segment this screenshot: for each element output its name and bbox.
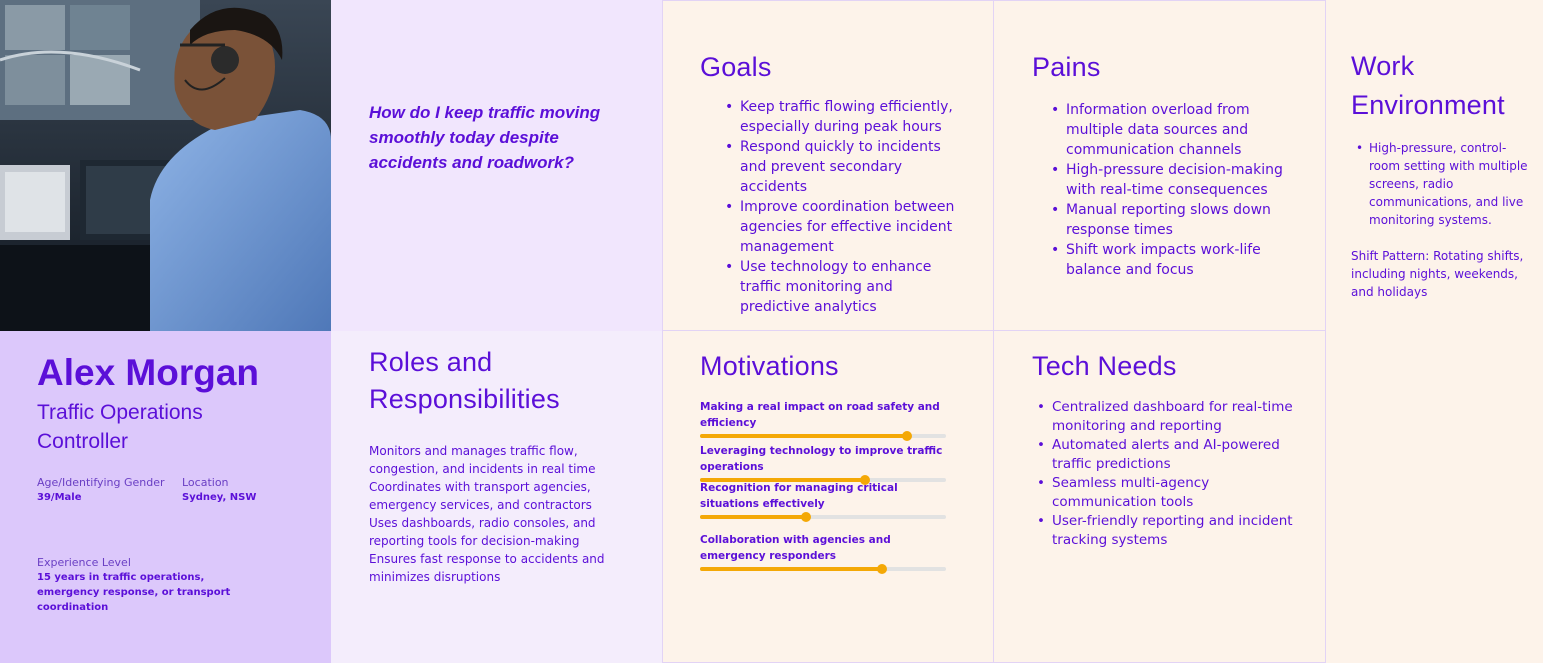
tech-need-item: • Centralized dashboard for real-time monitoring and reporting (1037, 398, 1307, 436)
work-environment-item: • High-pressure, control-room setting with multiple screens, radio communications, and live monitoring systems. (1356, 139, 1531, 229)
motivation-bar-knob (877, 564, 887, 574)
tech-needs-list (1037, 398, 1307, 550)
motivation-bar-fill (700, 515, 806, 519)
goals-list (725, 97, 965, 317)
motivation-label: Making a real impact on road safety and efficiency (700, 401, 940, 429)
pains-list (1051, 100, 1311, 280)
persona-photo (0, 0, 331, 331)
pain-item: • High-pressure decision-making with real-time consequences (1051, 160, 1311, 200)
roles-description (369, 442, 619, 586)
pains-panel (993, 0, 1326, 331)
goal-item: • Improve coordination between agencies for effective incident management (725, 197, 965, 257)
motivation-bar-fill (700, 434, 907, 438)
work-environment-panel (1326, 0, 1543, 663)
profile-panel (0, 331, 331, 663)
persona-name: Alex Morgan (37, 352, 260, 393)
persona-role: Traffic Operations Controller (37, 401, 203, 453)
tech-need-item: • Automated alerts and AI-powered traffic predictions (1037, 436, 1307, 474)
pains-title: Pains (1032, 52, 1101, 82)
roles-title: Roles and Responsibilities (369, 347, 560, 414)
location-label: Location (182, 476, 229, 489)
role-line: Coordinates with transport agencies, emergency services, and contractors (369, 480, 592, 512)
goal-item: • Keep traffic flowing efficiently, especially during peak hours (725, 97, 965, 137)
motivations-title: Motivations (700, 351, 839, 381)
motivation-item (700, 532, 950, 571)
motivation-bar-fill (700, 567, 882, 571)
work-environment-title: Work Environment (1351, 51, 1505, 120)
motivation-bar-track (700, 434, 946, 438)
roles-panel (331, 331, 662, 663)
age-gender-value: 39/Male (37, 492, 82, 503)
motivations-panel (662, 330, 994, 663)
motivation-bar-track (700, 515, 946, 519)
motivation-bar-knob (801, 512, 811, 522)
goals-title: Goals (700, 52, 772, 82)
motivation-label: Collaboration with agencies and emergency responders (700, 534, 891, 562)
pain-item: • Information overload from multiple data sources and communication channels (1051, 100, 1311, 160)
goals-panel (662, 0, 994, 331)
tech-need-item: • Seamless multi-agency communication tools (1037, 474, 1307, 512)
pain-item: • Manual reporting slows down response times (1051, 200, 1311, 240)
motivation-bar-track (700, 567, 946, 571)
motivation-label: Recognition for managing critical situations effectively (700, 482, 898, 510)
quote-panel (331, 0, 662, 331)
work-environment-list (1356, 139, 1531, 229)
experience-label: Experience Level (37, 556, 131, 569)
motivation-bar-knob (902, 431, 912, 441)
age-gender-label: Age/Identifying Gender (37, 476, 165, 489)
tech-needs-panel (993, 330, 1326, 663)
tech-need-item: • User-friendly reporting and incident tracking systems (1037, 512, 1307, 550)
persona-quote: How do I keep traffic moving smoothly today despite accidents and roadwork? (369, 103, 601, 172)
shift-pattern: Shift Pattern: Rotating shifts, including nights, weekends, and holidays (1351, 249, 1524, 299)
motivation-label: Leveraging technology to improve traffic operations (700, 445, 943, 473)
control-room-photo (0, 0, 331, 331)
role-line: Uses dashboards, radio consoles, and reporting tools for decision-making (369, 516, 596, 548)
motivation-item (700, 443, 985, 482)
goal-item: • Use technology to enhance traffic monitoring and predictive analytics (725, 257, 965, 317)
role-line: Ensures fast response to accidents and minimizes disruptions (369, 552, 605, 584)
tech-needs-title: Tech Needs (1032, 351, 1177, 381)
location-value: Sydney, NSW (182, 492, 257, 503)
motivation-item (700, 480, 950, 519)
goal-item: • Respond quickly to incidents and prevent secondary accidents (725, 137, 965, 197)
role-line: Monitors and manages traffic flow, congestion, and incidents in real time (369, 444, 596, 476)
pain-item: • Shift work impacts work-life balance and focus (1051, 240, 1311, 280)
experience-value: 15 years in traffic operations, emergency response, or transport coordination (37, 572, 231, 613)
motivation-item (700, 399, 985, 438)
